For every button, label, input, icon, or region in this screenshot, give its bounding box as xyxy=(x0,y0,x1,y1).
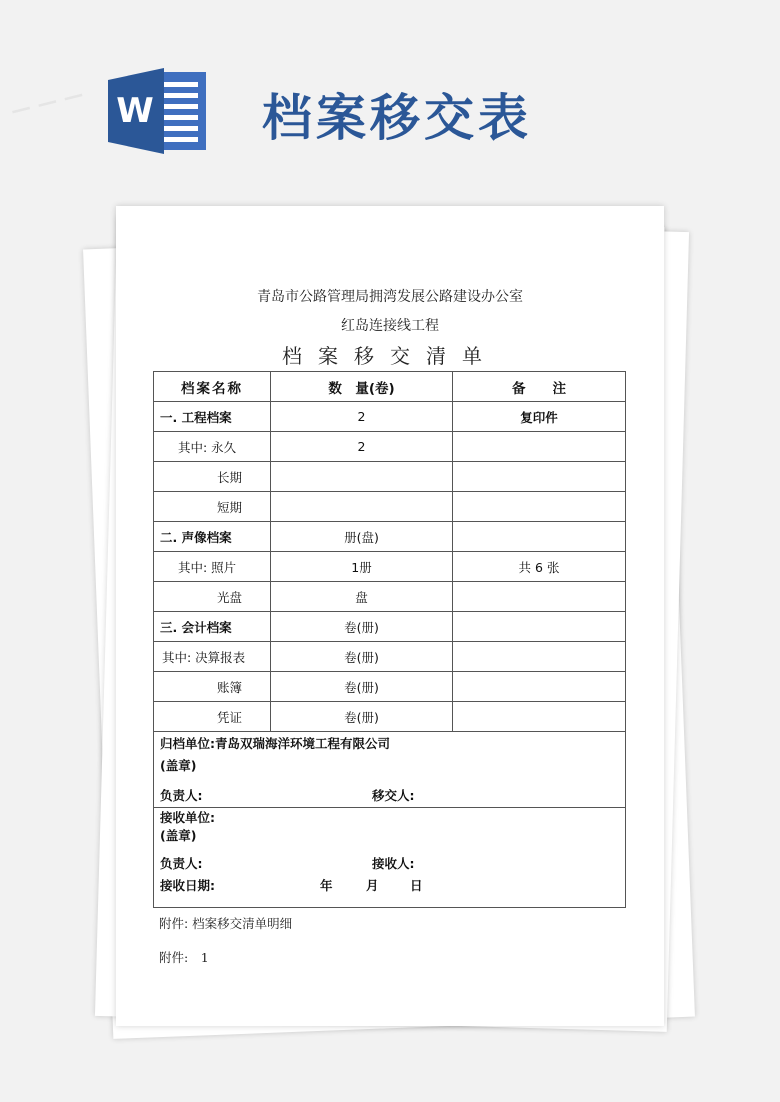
row-note xyxy=(453,672,626,702)
table-row xyxy=(154,582,626,612)
receiving-seal: (盖章) xyxy=(160,828,197,843)
row-name: 短期 xyxy=(154,492,271,522)
table-row xyxy=(154,402,626,432)
row-qty: 册(盘) xyxy=(271,522,453,552)
row-qty: 1册 xyxy=(271,552,453,582)
row-note xyxy=(453,492,626,522)
row-name: 光盘 xyxy=(154,582,271,612)
row-note xyxy=(453,612,626,642)
project-name: 红岛连接线工程 xyxy=(341,318,439,334)
row-note xyxy=(453,522,626,552)
header-quantity: 数 量(卷) xyxy=(271,372,453,402)
attachment-count: 附件: 1 xyxy=(159,950,209,965)
row-name: 长期 xyxy=(154,462,271,492)
transferor-label: 移交人: xyxy=(372,788,415,803)
archiving-unit xyxy=(160,732,619,754)
receiver-section xyxy=(154,808,626,908)
receiving-responsible-label: 负责人: xyxy=(160,856,203,871)
archive-transfer-table xyxy=(153,371,626,908)
row-note xyxy=(453,702,626,732)
table-row xyxy=(154,492,626,522)
row-qty xyxy=(271,492,453,522)
row-name: 其中: 照片 xyxy=(154,552,271,582)
receiving-unit-label: 接收单位: xyxy=(160,810,215,825)
list-title: 档案移交清单 xyxy=(282,344,498,368)
table-header-row xyxy=(154,372,626,402)
receive-date-label: 接收日期: xyxy=(160,878,215,893)
row-qty xyxy=(271,462,453,492)
row-note: 复印件 xyxy=(453,402,626,432)
archiving-unit-label: 归档单位: xyxy=(160,736,215,751)
row-name: 其中: 永久 xyxy=(154,432,271,462)
archiving-responsible-label: 负责人: xyxy=(160,788,203,803)
row-note xyxy=(453,582,626,612)
attachment-detail: 附件: 档案移交清单明细 xyxy=(159,916,293,931)
row-name: 一. 工程档案 xyxy=(154,402,271,432)
archiving-unit-value: 青岛双瑞海洋环境工程有限公司 xyxy=(215,736,391,751)
row-qty: 卷(册) xyxy=(271,702,453,732)
word-icon xyxy=(108,68,208,154)
table-row xyxy=(154,432,626,462)
row-note: 共 6 张 xyxy=(453,552,626,582)
row-name: 其中: 决算报表 xyxy=(154,642,271,672)
table-row xyxy=(154,522,626,552)
row-qty: 卷(册) xyxy=(271,612,453,642)
receive-date-month: 月 xyxy=(366,878,379,893)
header-archive-name: 档案名称 xyxy=(154,372,271,402)
table-row xyxy=(154,672,626,702)
receive-date-day: 日 xyxy=(410,878,423,893)
table-row xyxy=(154,552,626,582)
row-name: 凭证 xyxy=(154,702,271,732)
page-title: 档案移交表 xyxy=(262,89,532,147)
row-note xyxy=(453,432,626,462)
row-qty: 盘 xyxy=(271,582,453,612)
receive-date-year: 年 xyxy=(320,878,333,893)
table-row xyxy=(154,642,626,672)
handover-section xyxy=(154,732,626,808)
document-page xyxy=(116,206,664,1026)
row-qty: 2 xyxy=(271,432,453,462)
table-row xyxy=(154,702,626,732)
row-qty: 卷(册) xyxy=(271,642,453,672)
row-qty: 卷(册) xyxy=(271,672,453,702)
receiver-label: 接收人: xyxy=(372,856,415,871)
row-name: 二. 声像档案 xyxy=(154,522,271,552)
row-qty: 2 xyxy=(271,402,453,432)
row-note xyxy=(453,462,626,492)
table-row xyxy=(154,462,626,492)
row-name: 账簿 xyxy=(154,672,271,702)
organization-name: 青岛市公路管理局拥湾发展公路建设办公室 xyxy=(257,289,523,305)
header-note: 备 注 xyxy=(453,372,626,402)
row-name: 三. 会计档案 xyxy=(154,612,271,642)
table-row xyxy=(154,612,626,642)
archiving-seal: (盖章) xyxy=(160,758,197,773)
row-note xyxy=(453,642,626,672)
word-icon-letter: W xyxy=(116,91,154,131)
